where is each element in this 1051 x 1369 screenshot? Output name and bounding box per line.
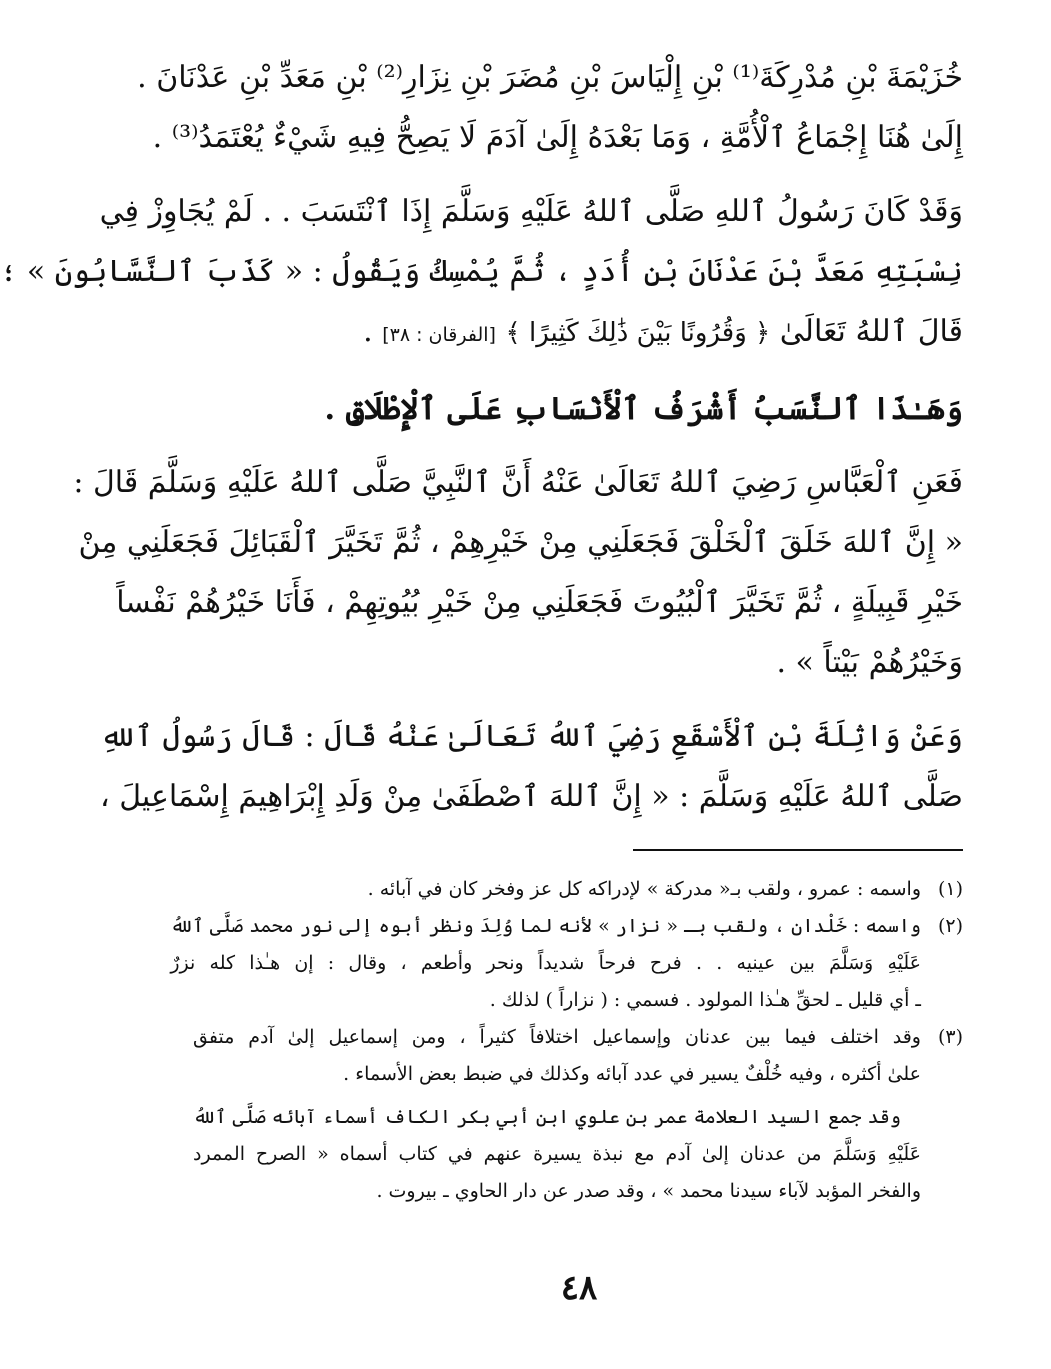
text-line-quran: [203, 302, 963, 365]
footnote-extra-paragraph: [193, 1099, 921, 1210]
quran-intro: قَالَ ٱللهُ تَعَالَىٰ: [779, 314, 963, 349]
footnote-line: واسمه : عمرو ، ولقب بـ« مدركة » لإدراكه كل عز وفخر كان في آبائه .: [367, 878, 921, 900]
sentence-end: .: [363, 314, 373, 349]
footnote-line: والفخر المؤبد لآباء سيدنا محمد » ، وقد صدر عن دار الحاوي ـ بيروت .: [376, 1180, 921, 1202]
footnotes: [170, 871, 963, 1210]
footnote-line: علىٰ أكثره ، وفيه خُلْفٌ يسير في عدد آبائه وكذلك في ضبط بعض الأسماء .: [343, 1063, 921, 1085]
text-line: خَيْرِ قَبِيلَةٍ ، ثُمَّ تَخَيَّرَ ٱلْبُيُوتَ فَجَعَلَنِي مِنْ خَيْرِ بُيُوتِهِمْ ، فَأَنَا خَيْرُهُمْ نَفْساً: [116, 585, 963, 620]
text-line: « إِنَّ ٱللهَ خَلَقَ ٱلْخَلْقَ فَجَعَلَنِي مِنْ خَيْرِهِمْ ، ثُمَّ تَخَيَّرَ ٱلْقَبَائِلَ فَجَعَلَنِي مِنْ: [78, 525, 963, 560]
footnote-number: (٣): [937, 1026, 963, 1048]
paragraph-hadith-wathila: [99, 707, 963, 827]
footnote-line: عَلَيْهِ وَسَلَّمَ من عدنان إلىٰ آدم مع نبذة يسيرة عنهم في كتاب أسماه « الصرح الممرد: [193, 1143, 921, 1165]
footnote-number: (١): [937, 878, 963, 900]
text-line: وَخَيْرُهُمْ بَيْتاً » .: [776, 645, 963, 680]
footnote-2: [170, 908, 963, 1019]
paragraph-lineage: [137, 48, 963, 168]
text-line: وَعَنْ وَاثِلَةَ بْنِ ٱلْأَسْقَعِ رَضِيَ ٱللهُ تَعَالَىٰ عَنْهُ قَالَ : قَالَ رَسُولُ ٱللهِ: [100, 719, 963, 754]
section-heading: وَهَـٰذَا ٱلنَّسَبُ أَشْرَفُ ٱلْأَنْسَابِ عَلَى ٱلْإِطْلَاقِ .: [324, 391, 963, 427]
footnote-line: واسمه : خَلْدان ، ولقب بـ « نزار » لأنه لما وُلِدَ ونظر أبوه إلى نور محمد صَلَّى ٱللهُ: [170, 915, 921, 937]
page-content: [0, 48, 963, 1210]
footnote-1: [203, 871, 963, 908]
footnote-line: عَلَيْهِ وَسَلَّمَ بين عينيه . . فرح فرحاً شديداً ونحر وأطعم ، وقال : إن هـٰذا كله نزرٌ: [170, 952, 921, 974]
text-line: نِسْبَتِهِ مَعَدَّ بْنَ عَدْنَانَ بْنِ أُدَدٍ ، ثُمَّ يُمْسِكُ وَيَقُولُ : « كَذَبَ ٱلنَّسَّابُونَ » ؛: [0, 254, 963, 289]
quran-reference: [الفرقان : ٣٨]: [382, 324, 496, 346]
text-line: إِلَىٰ هُنَا إِجْمَاعُ ٱلْأُمَّةِ ، وَمَا بَعْدَهُ إِلَىٰ آدَمَ لَا يَصِحُّ فِيهِ شَيْءٌ يُعْتَمَدُ⁽³⁾ .: [152, 120, 963, 155]
text-line: فَعَنِ ٱلْعَبَّاسِ رَضِيَ ٱللهُ تَعَالَىٰ عَنْهُ أَنَّ ٱلنَّبِيَّ صَلَّى ٱللهُ عَلَيْهِ وَسَلَّمَ قَالَ :: [73, 465, 963, 500]
footnote-number: (٢): [937, 915, 963, 937]
footnote-line: ـ أي قليل ـ لحقِّ هـٰذا المولود . فسمي : ( نزاراً ) لذلك .: [489, 989, 921, 1011]
text-line: صَلَّى ٱللهُ عَلَيْهِ وَسَلَّمَ : « إِنَّ ٱللهَ ٱصْطَفَىٰ مِنْ وَلَدِ إِبْرَاهِيمَ إِسْمَاعِيلَ ،: [99, 779, 963, 814]
footnote-line: وقد اختلف فيما بين عدنان وإسماعيل اختلافاً كثيراً ، ومن إسماعيل إلىٰ آدم متفق: [193, 1026, 921, 1048]
paragraph-prophet-lineage: [0, 182, 963, 365]
page-number: ٤٨: [560, 1268, 598, 1308]
paragraph-hadith-abbas: [73, 453, 963, 693]
text-line: خُزَيْمَةَ بْنِ مُدْرِكَةَ⁽¹⁾ بْنِ إِلْيَاسَ بْنِ مُضَرَ بْنِ نِزَارِ⁽²⁾ بْنِ مَعَدِّ بْنِ عَدْنَانَ .: [137, 60, 963, 95]
quran-verse: ﴿ وَقُرُونًا بَيْنَ ذَٰلِكَ كَثِيرًا ﴾: [505, 318, 771, 348]
footnote-3: [193, 1019, 963, 1210]
footnote-line: وقد جمع السيد العلامة عمر بن علوي ابن أبي بكر الكاف أسماء آبائه صَلَّى ٱللهُ: [193, 1106, 901, 1128]
footnote-divider: [633, 849, 963, 851]
text-line: وَقَدْ كَانَ رَسُولُ ٱللهِ صَلَّى ٱللهُ عَلَيْهِ وَسَلَّمَ إِذَا ٱنْتَسَبَ . . لَمْ يُجَاوِزْ فِي: [99, 194, 963, 229]
